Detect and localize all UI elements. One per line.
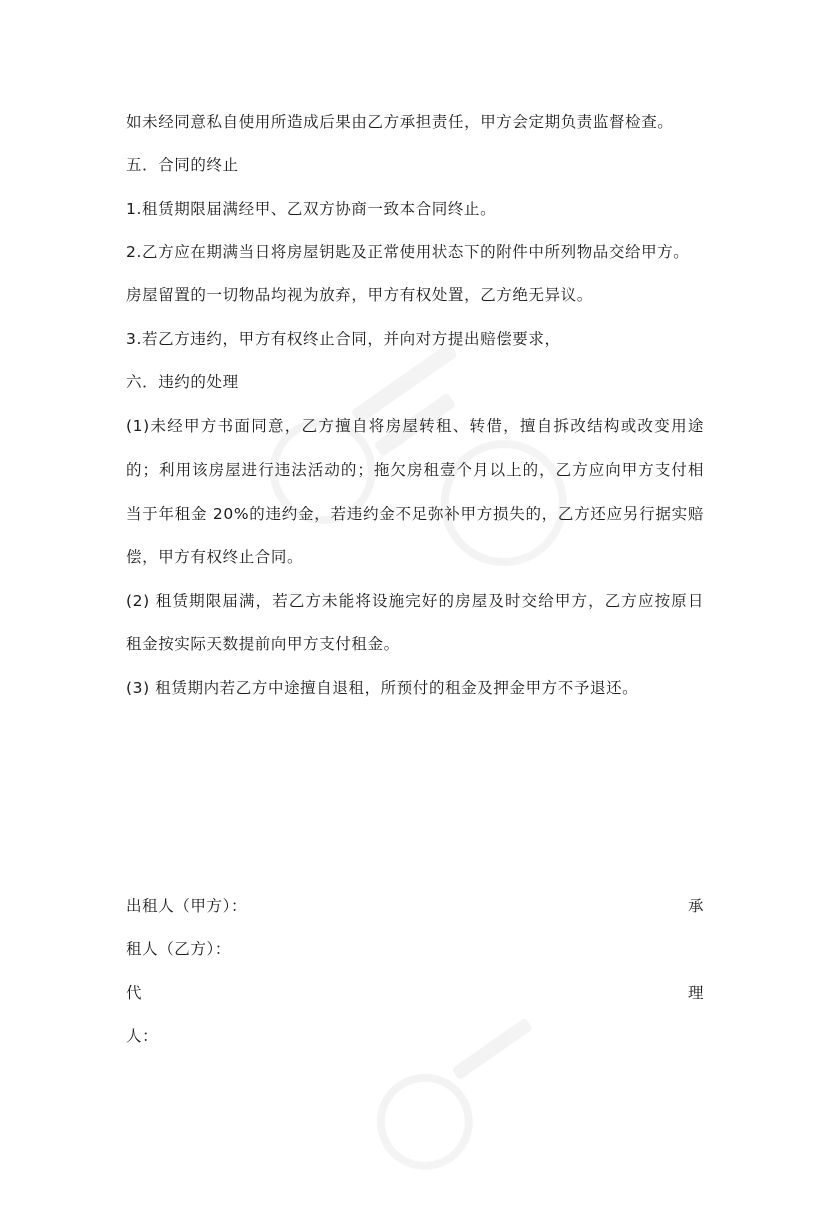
section-heading-breach: 六．违约的处理	[126, 373, 239, 391]
lessor-label: 出租人（甲方）：	[126, 897, 248, 915]
text-line-12: (2) 租赁期限届满，若乙方未能将设施完好的房屋及时交给甲方，乙方应按原日	[126, 592, 704, 610]
watermark-logo	[249, 309, 611, 671]
text-line-14: (3) 租赁期内若乙方中途擅自退租，所预付的租金及押金甲方不予退还。	[126, 679, 639, 697]
text-line-11: 偿，甲方有权终止合同。	[126, 548, 304, 566]
text-line-4: 2.乙方应在期满当日将房屋钥匙及正常使用状态下的附件中所列物品交给甲方。	[126, 243, 690, 261]
text-line-5: 房屋留置的一切物品均视为放弃，甲方有权处置，乙方绝无异议。	[126, 286, 593, 304]
section-heading-termination: 五．合同的终止	[126, 156, 239, 174]
lessee-label: 租人（乙方）：	[126, 940, 231, 958]
text-line-1: 如未经同意私自使用所造成后果由乙方承担责任，甲方会定期负责监督检查。	[126, 113, 674, 131]
text-line-8: (1)未经甲方书面同意，乙方擅自将房屋转租、转借，擅自拆改结构或改变用途	[126, 417, 704, 435]
text-line-6: 3.若乙方违约，甲方有权终止合同，并向对方提出赔偿要求，	[126, 330, 561, 348]
text-line-10: 当于年租金 20%的违约金，若违约金不足弥补甲方损失的，乙方还应另行据实赔	[126, 505, 704, 523]
watermark-logo-bottom	[358, 995, 602, 1224]
lessee-label-char: 承	[688, 897, 704, 915]
text-line-3: 1.租赁期限届满经甲、乙双方协商一致本合同终止。	[126, 200, 497, 218]
agent-label-char: 代	[126, 984, 143, 1002]
text-line-9: 的；利用该房屋进行违法活动的；拖欠房租壹个月以上的，乙方应向甲方支付相	[126, 461, 704, 479]
agent-label-char-2: 理	[688, 984, 704, 1002]
agent-label: 人：	[126, 1027, 159, 1045]
text-line-13: 租金按实际天数提前向甲方支付租金。	[126, 635, 400, 653]
